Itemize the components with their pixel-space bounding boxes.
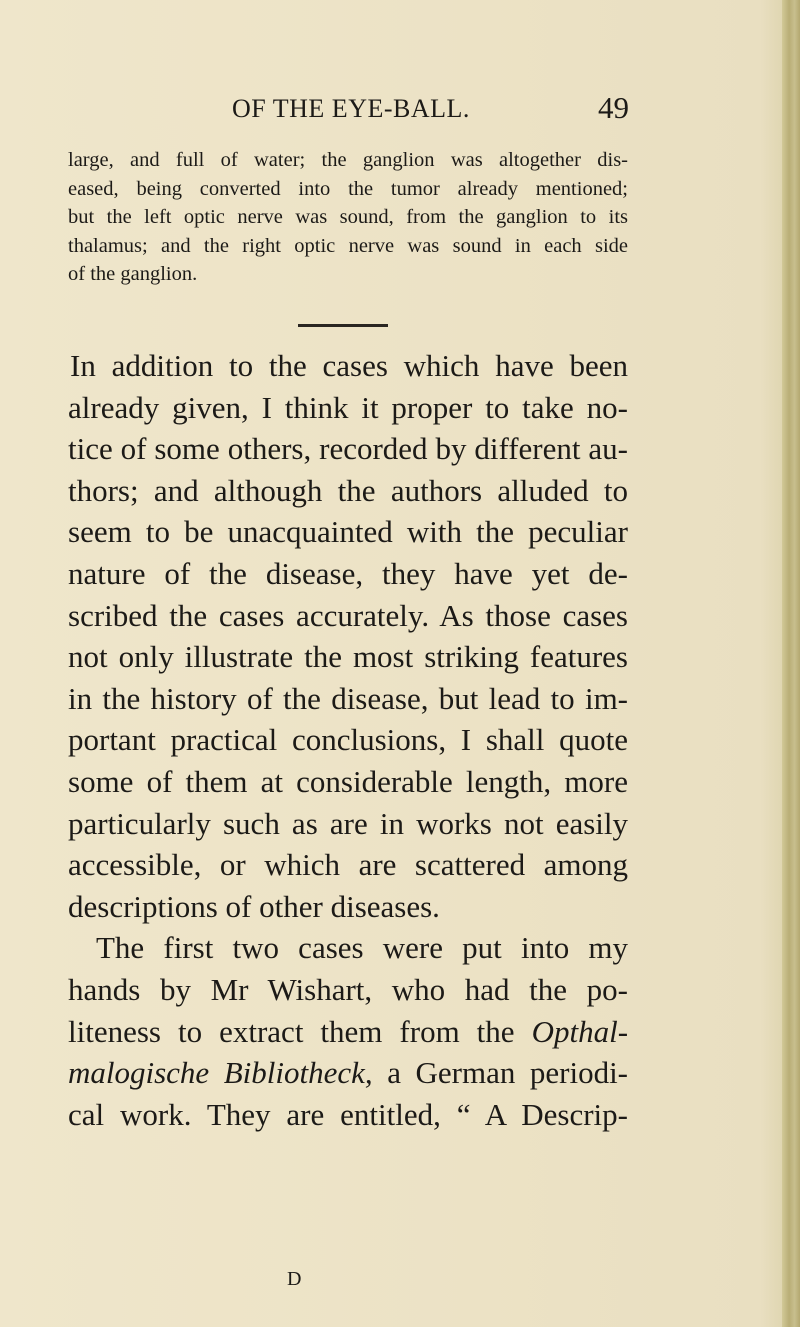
italic-title: Opthal- bbox=[531, 1013, 629, 1049]
main-paragraphs bbox=[68, 345, 628, 1135]
text-line: not only illustrate the most striking features bbox=[68, 639, 628, 675]
text-fragment: liteness to extract them from the bbox=[68, 1013, 515, 1049]
text-line: nature of the disease, they have yet de- bbox=[68, 555, 628, 591]
text-line bbox=[68, 1052, 628, 1094]
text-line: descriptions of other diseases. bbox=[68, 888, 440, 924]
text-line: The first two cases were put into my bbox=[96, 930, 628, 966]
signature-mark: D bbox=[287, 1268, 302, 1290]
text-line: portant practical conclusions, I shall quote bbox=[68, 722, 628, 758]
text-line: cal work. They are entitled, “ A Descrip- bbox=[68, 1096, 628, 1132]
text-line: some of them at considerable length, more bbox=[68, 763, 628, 799]
text-line: tice of some others, recorded by different au- bbox=[68, 431, 628, 467]
continuation-paragraph bbox=[68, 146, 628, 289]
italic-title: malogische Bibliotheck, bbox=[68, 1055, 373, 1091]
text-line: of the ganglion. bbox=[68, 263, 198, 285]
text-line: thors; and although the authors alluded to bbox=[68, 472, 628, 508]
text-line: eased, being converted into the tumor already mentioned; bbox=[68, 177, 628, 200]
text-line: scribed the cases accurately. As those cases bbox=[68, 597, 628, 633]
text-line: hands by Mr Wishart, who had the po- bbox=[68, 971, 628, 1007]
text-line: accessible, or which are scattered among bbox=[68, 847, 628, 883]
page-edge bbox=[782, 0, 800, 1327]
running-title: OF THE EYE-BALL. bbox=[232, 94, 470, 123]
text-line: in the history of the disease, but lead to im- bbox=[68, 680, 628, 716]
text-line: thalamus; and the right optic nerve was sound in each side bbox=[68, 234, 628, 257]
text-line: seem to be unacquainted with the peculiar bbox=[68, 514, 628, 550]
text-line: large, and full of water; the ganglion was altogether dis- bbox=[68, 149, 628, 171]
text-fragment: a German periodi- bbox=[387, 1055, 629, 1091]
text-line: particularly such as are in works not easily bbox=[68, 805, 628, 841]
section-divider bbox=[298, 324, 388, 327]
text-line: already given, I think it proper to take no- bbox=[68, 389, 628, 425]
text-line bbox=[68, 1011, 628, 1053]
text-line: but the left optic nerve was sound, from the ganglion to its bbox=[68, 206, 628, 228]
page-number: 49 bbox=[598, 90, 629, 125]
text-line: In addition to the cases which have been bbox=[70, 348, 628, 383]
